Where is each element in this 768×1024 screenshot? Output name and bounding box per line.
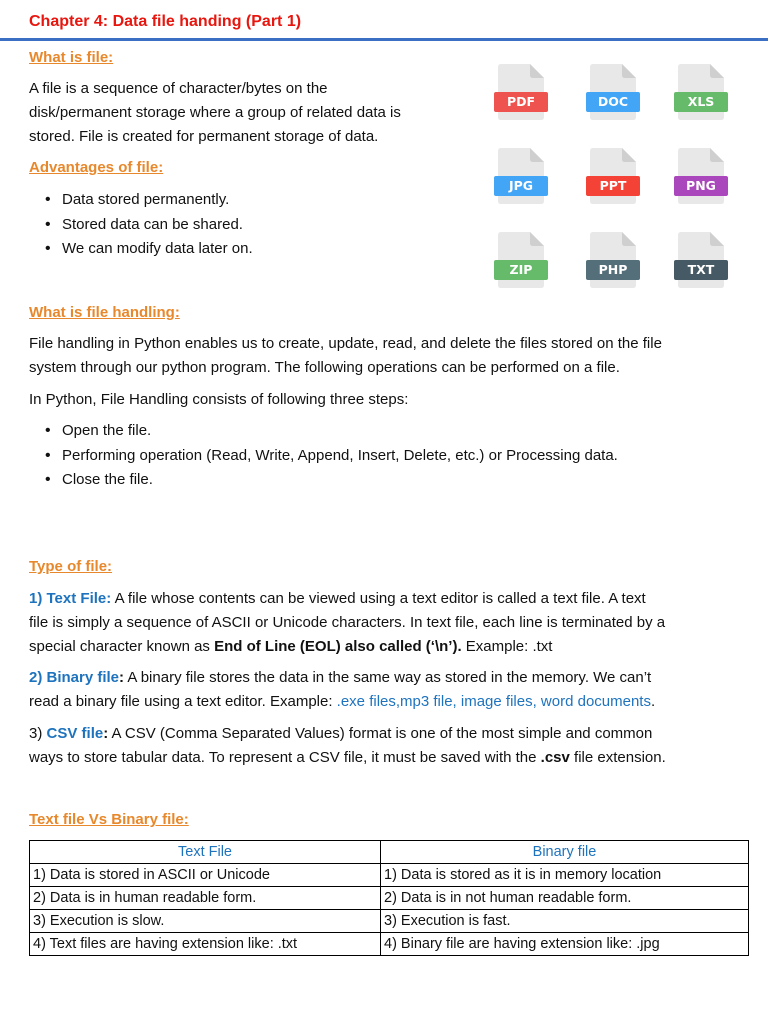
table-row: [30, 933, 749, 956]
csv-file-line: ways to store tabular data. To represent a CSV file, it must be saved with the: [29, 749, 541, 766]
steps-list: [29, 419, 749, 493]
text-file-line: A file whose contents can be viewed using a text editor is called a text file. A text: [111, 590, 646, 607]
table-cell: 3) Execution is slow.: [30, 910, 381, 933]
csv-extension: .csv: [540, 749, 570, 766]
csv-file-label: CSV file: [46, 725, 104, 742]
csv-file-colon: :: [103, 725, 109, 742]
binary-file-colon: :: [119, 669, 125, 686]
file-type-label: TXT: [674, 260, 728, 280]
binary-file-paragraph: [29, 666, 759, 714]
file-type-label: PDF: [494, 92, 548, 112]
comparison-heading: Text file Vs Binary file:: [29, 811, 189, 828]
column-header: Text File: [30, 841, 381, 864]
file-type-label: ZIP: [494, 260, 548, 280]
jpg-file-icon: [498, 148, 544, 204]
text-file-line: file is simply a sequence of ASCII or Unicode characters. In text file, each line is terminated by a: [29, 614, 666, 631]
table-cell: 3) Execution is fast.: [381, 910, 749, 933]
type-of-file-heading: Type of file:: [29, 558, 113, 575]
csv-file-line: A CSV (Comma Separated Values) format is one of the most simple and common: [108, 725, 653, 742]
txt-file-icon: [678, 232, 724, 288]
file-handling-text: [29, 332, 759, 380]
file-type-label: DOC: [586, 92, 640, 112]
pdf-file-icon: [498, 64, 544, 120]
file-type-label: PPT: [586, 176, 640, 196]
what-is-file-text: [29, 77, 401, 149]
steps-intro: In Python, File Handling consists of following three steps:: [29, 391, 409, 408]
list-item: • Stored data can be shared.: [29, 213, 469, 238]
binary-file-line: read a binary file using a text editor. Example:: [29, 693, 337, 710]
file-handling-line: system through our python program. The following operations can be performed on a file.: [29, 359, 620, 376]
chapter-title: Chapter 4: Data file handing (Part 1): [29, 13, 302, 30]
file-handling-heading: What is file handling:: [29, 304, 180, 321]
table-cell: 4) Binary file are having extension like: .jpg: [381, 933, 749, 956]
text-file-line: Example: .txt: [461, 638, 553, 655]
csv-number: 3): [29, 725, 47, 742]
file-type-icon-grid: [494, 62, 734, 294]
csv-file-line: file extension.: [569, 749, 666, 766]
list-item: • Close the file.: [29, 468, 749, 493]
file-handling-line: File handling in Python enables us to create, update, read, and delete the files stored on the file: [29, 335, 662, 352]
zip-file-icon: [498, 232, 544, 288]
file-type-label: PNG: [674, 176, 728, 196]
list-item: • Open the file.: [29, 419, 749, 444]
list-item: • We can modify data later on.: [29, 237, 469, 262]
advantages-heading: Advantages of file:: [29, 159, 164, 176]
table-row: [30, 864, 749, 887]
binary-examples: .exe files,mp3 file, image files, word documents: [336, 693, 651, 710]
what-is-file-line: stored. File is created for permanent storage of data.: [29, 128, 379, 145]
file-type-label: XLS: [674, 92, 728, 112]
what-is-file-line: A file is a sequence of character/bytes on the: [29, 80, 328, 97]
file-type-label: PHP: [586, 260, 640, 280]
title-divider: [0, 38, 768, 41]
what-is-file-line: disk/permanent storage where a group of related data is: [29, 104, 401, 121]
xls-file-icon: [678, 64, 724, 120]
text-file-line: special character known as: [29, 638, 215, 655]
text-file-paragraph: [29, 587, 759, 659]
table-cell: 1) Data is stored as it is in memory location: [381, 864, 749, 887]
eol-text: End of Line (EOL) also called (‘\n’).: [214, 638, 462, 655]
table-cell: 4) Text files are having extension like: .txt: [30, 933, 381, 956]
table-cell: 2) Data is in not human readable form.: [381, 887, 749, 910]
ppt-file-icon: [590, 148, 636, 204]
list-item: • Performing operation (Read, Write, Append, Insert, Delete, etc.) or Processing data.: [29, 444, 749, 469]
column-header: Binary file: [381, 841, 749, 864]
table-row: [30, 910, 749, 933]
list-item: • Data stored permanently.: [29, 188, 469, 213]
table-header-row: [30, 841, 749, 864]
what-is-file-heading: What is file:: [29, 49, 114, 66]
binary-file-label: 2) Binary file: [29, 669, 120, 686]
file-type-label: JPG: [494, 176, 548, 196]
table-cell: 1) Data is stored in ASCII or Unicode: [30, 864, 381, 887]
table-cell: 2) Data is in human readable form.: [30, 887, 381, 910]
binary-file-line: .: [650, 693, 656, 710]
binary-file-line: A binary file stores the data in the same way as stored in the memory. We can’t: [124, 669, 652, 686]
comparison-table: [29, 840, 749, 956]
table-row: [30, 887, 749, 910]
text-file-label: 1) Text File:: [29, 590, 112, 607]
php-file-icon: [590, 232, 636, 288]
png-file-icon: [678, 148, 724, 204]
advantages-list: [29, 188, 469, 262]
csv-file-paragraph: [29, 722, 759, 770]
doc-file-icon: [590, 64, 636, 120]
